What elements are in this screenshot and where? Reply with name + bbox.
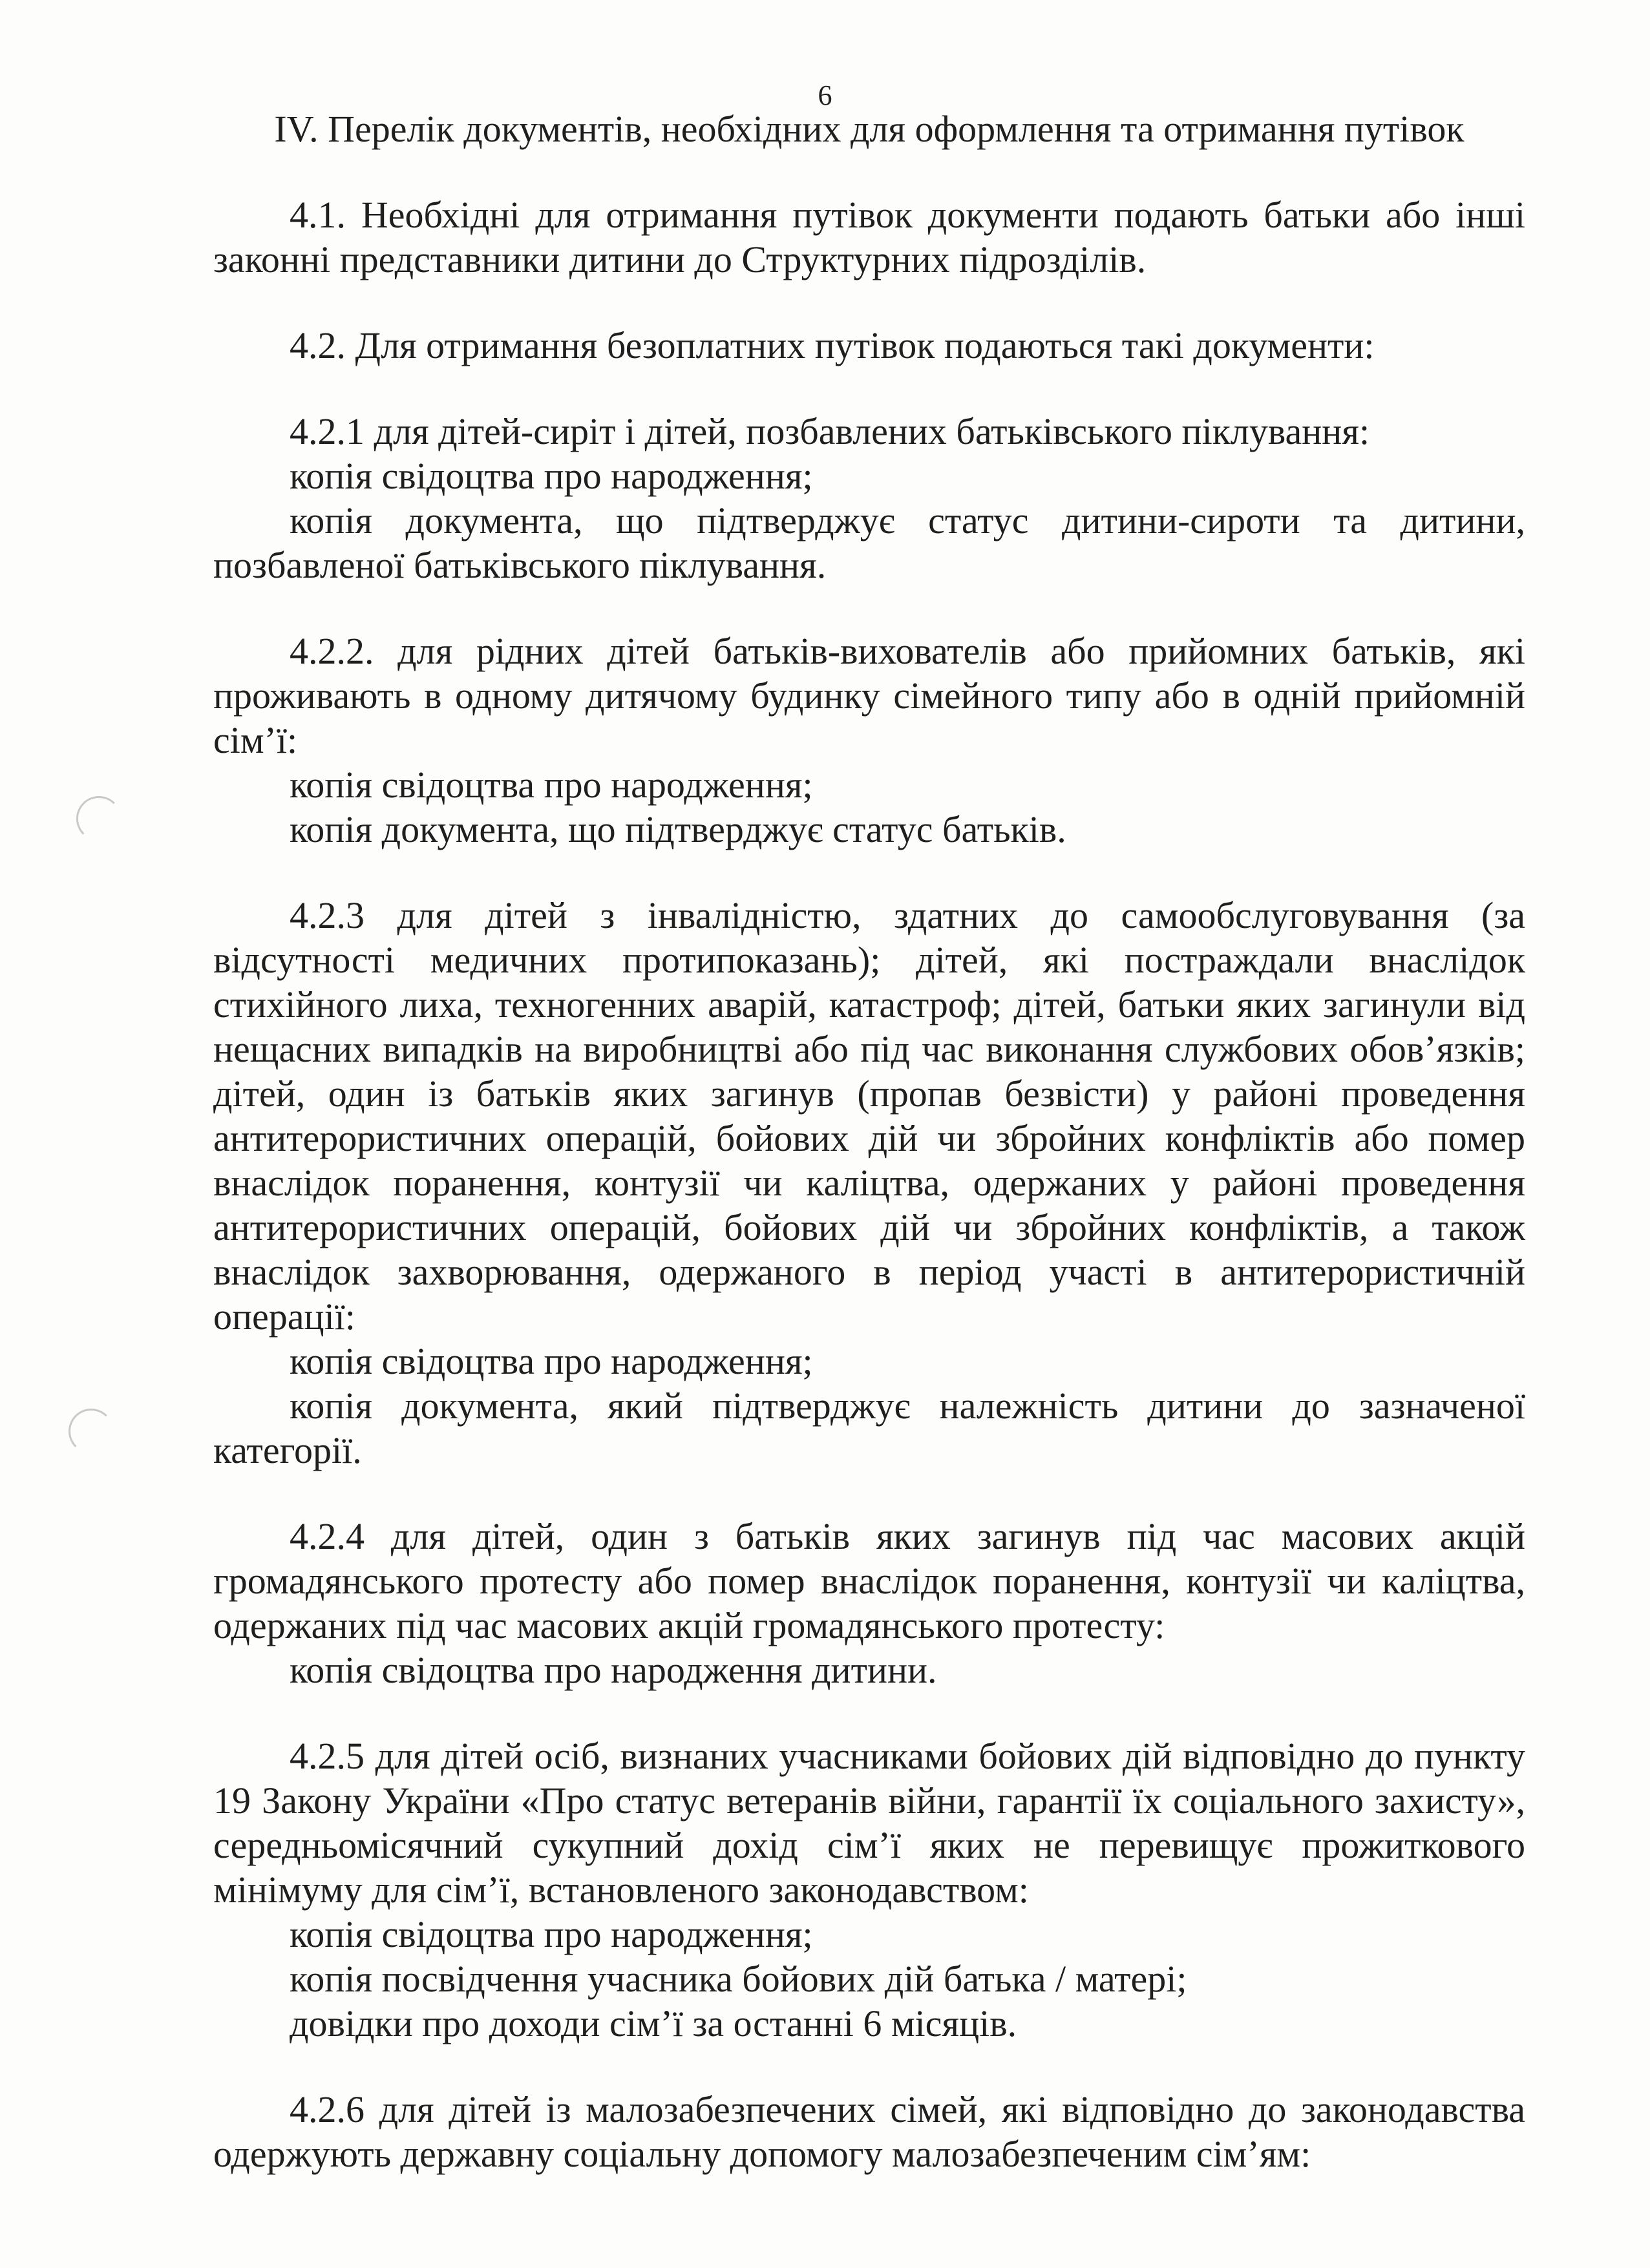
paragraph-gap: [213, 282, 1525, 323]
section-content: [213, 193, 1525, 2176]
section-heading: IV. Перелік документів, необхідних для оформлення та отримання путівок: [274, 108, 1465, 150]
paragraph: 4.2.3 для дітей з інвалідністю, здатних до самообслуговування (за відсутності медичних протипоказань); дітей, які постраждали внаслідок стихійного лиха, техногенних аварій, катастроф; дітей, батьки яких загинули від нещасних випадків на виробництві або під час виконання службових обов’язків; дітей, один із батьків яких загинув (пропав безвісти) у районі проведення антитерористичних операцій, бойових дій чи збройних конфліктів або помер внаслідок поранення, контузії чи каліцтва, одержаних у районі проведення антитерористичних операцій, бойових дій чи збройних конфліктів, а також внаслідок захворювання, одержаного в період участі в антитерористичній операції:: [213, 894, 1525, 1338]
punch-hole-mark: [69, 1409, 114, 1454]
paragraph: 4.1. Необхідні для отримання путівок документи подають батьки або інші законні представники дитини до Структурних підрозділів.: [213, 194, 1525, 280]
list-item: копія свідоцтва про народження;: [290, 1913, 813, 1955]
paragraph: 4.2.2. для рідних дітей батьків-вихователів або прийомних батьків, які проживають в одному дитячому будинку сімейного типу або в одній прийомній сім’ї:: [213, 630, 1525, 761]
list-item: копія посвідчення учасника бойових дій батька / матері;: [290, 1958, 1187, 2000]
paragraph-gap: [213, 1473, 1525, 1514]
list-item: копія документа, що підтверджує статус дитини-сироти та дитини, позбавленої батьківського піклування.: [213, 499, 1525, 586]
list-item: копія свідоцтва про народження дитини.: [290, 1649, 937, 1691]
paragraph: 4.2.4 для дітей, один з батьків яких загинув під час масових акцій громадянського протесту або помер внаслідок поранення, контузії чи каліцтва, одержаних під час масових акцій громадянського протесту:: [213, 1515, 1525, 1646]
list-item: копія свідоцтва про народження;: [290, 764, 813, 806]
paragraph-gap: [213, 2046, 1525, 2087]
document-body: [213, 107, 1525, 2176]
paragraph: 4.2.1 для дітей-сиріт і дітей, позбавлених батьківського піклування:: [290, 410, 1370, 452]
paragraph: 4.2. Для отримання безоплатних путівок подаються такі документи:: [290, 324, 1375, 366]
paragraph: 4.2.6 для дітей із малозабезпечених сімей, які відповідно до законодавства одержують державну соціальну допомогу малозабезпеченим сім’ям:: [213, 2088, 1525, 2175]
paragraph-gap: [213, 587, 1525, 629]
paragraph-gap: [213, 1692, 1525, 1734]
paragraph-gap: [213, 368, 1525, 409]
punch-hole-mark: [76, 796, 122, 841]
list-item: довідки про доходи сім’ї за останні 6 місяців.: [290, 2002, 1017, 2044]
list-item: копія свідоцтва про народження;: [290, 1340, 813, 1382]
paragraph-gap: [213, 852, 1525, 893]
paragraph: 4.2.5 для дітей осіб, визнаних учасниками бойових дій відповідно до пункту 19 Закону України «Про статус ветеранів війни, гарантії їх соціального захисту», середньомісячний сукупний дохід сім’ї яких не перевищує прожиткового мінімуму для сім’ї, встановленого законодавством:: [213, 1735, 1525, 1911]
page-number: 6: [818, 79, 832, 111]
list-item: копія свідоцтва про народження;: [290, 455, 813, 497]
list-item: копія документа, який підтверджує належність дитини до зазначеної категорії.: [213, 1385, 1525, 1471]
list-item: копія документа, що підтверджує статус батьків.: [290, 808, 1066, 850]
